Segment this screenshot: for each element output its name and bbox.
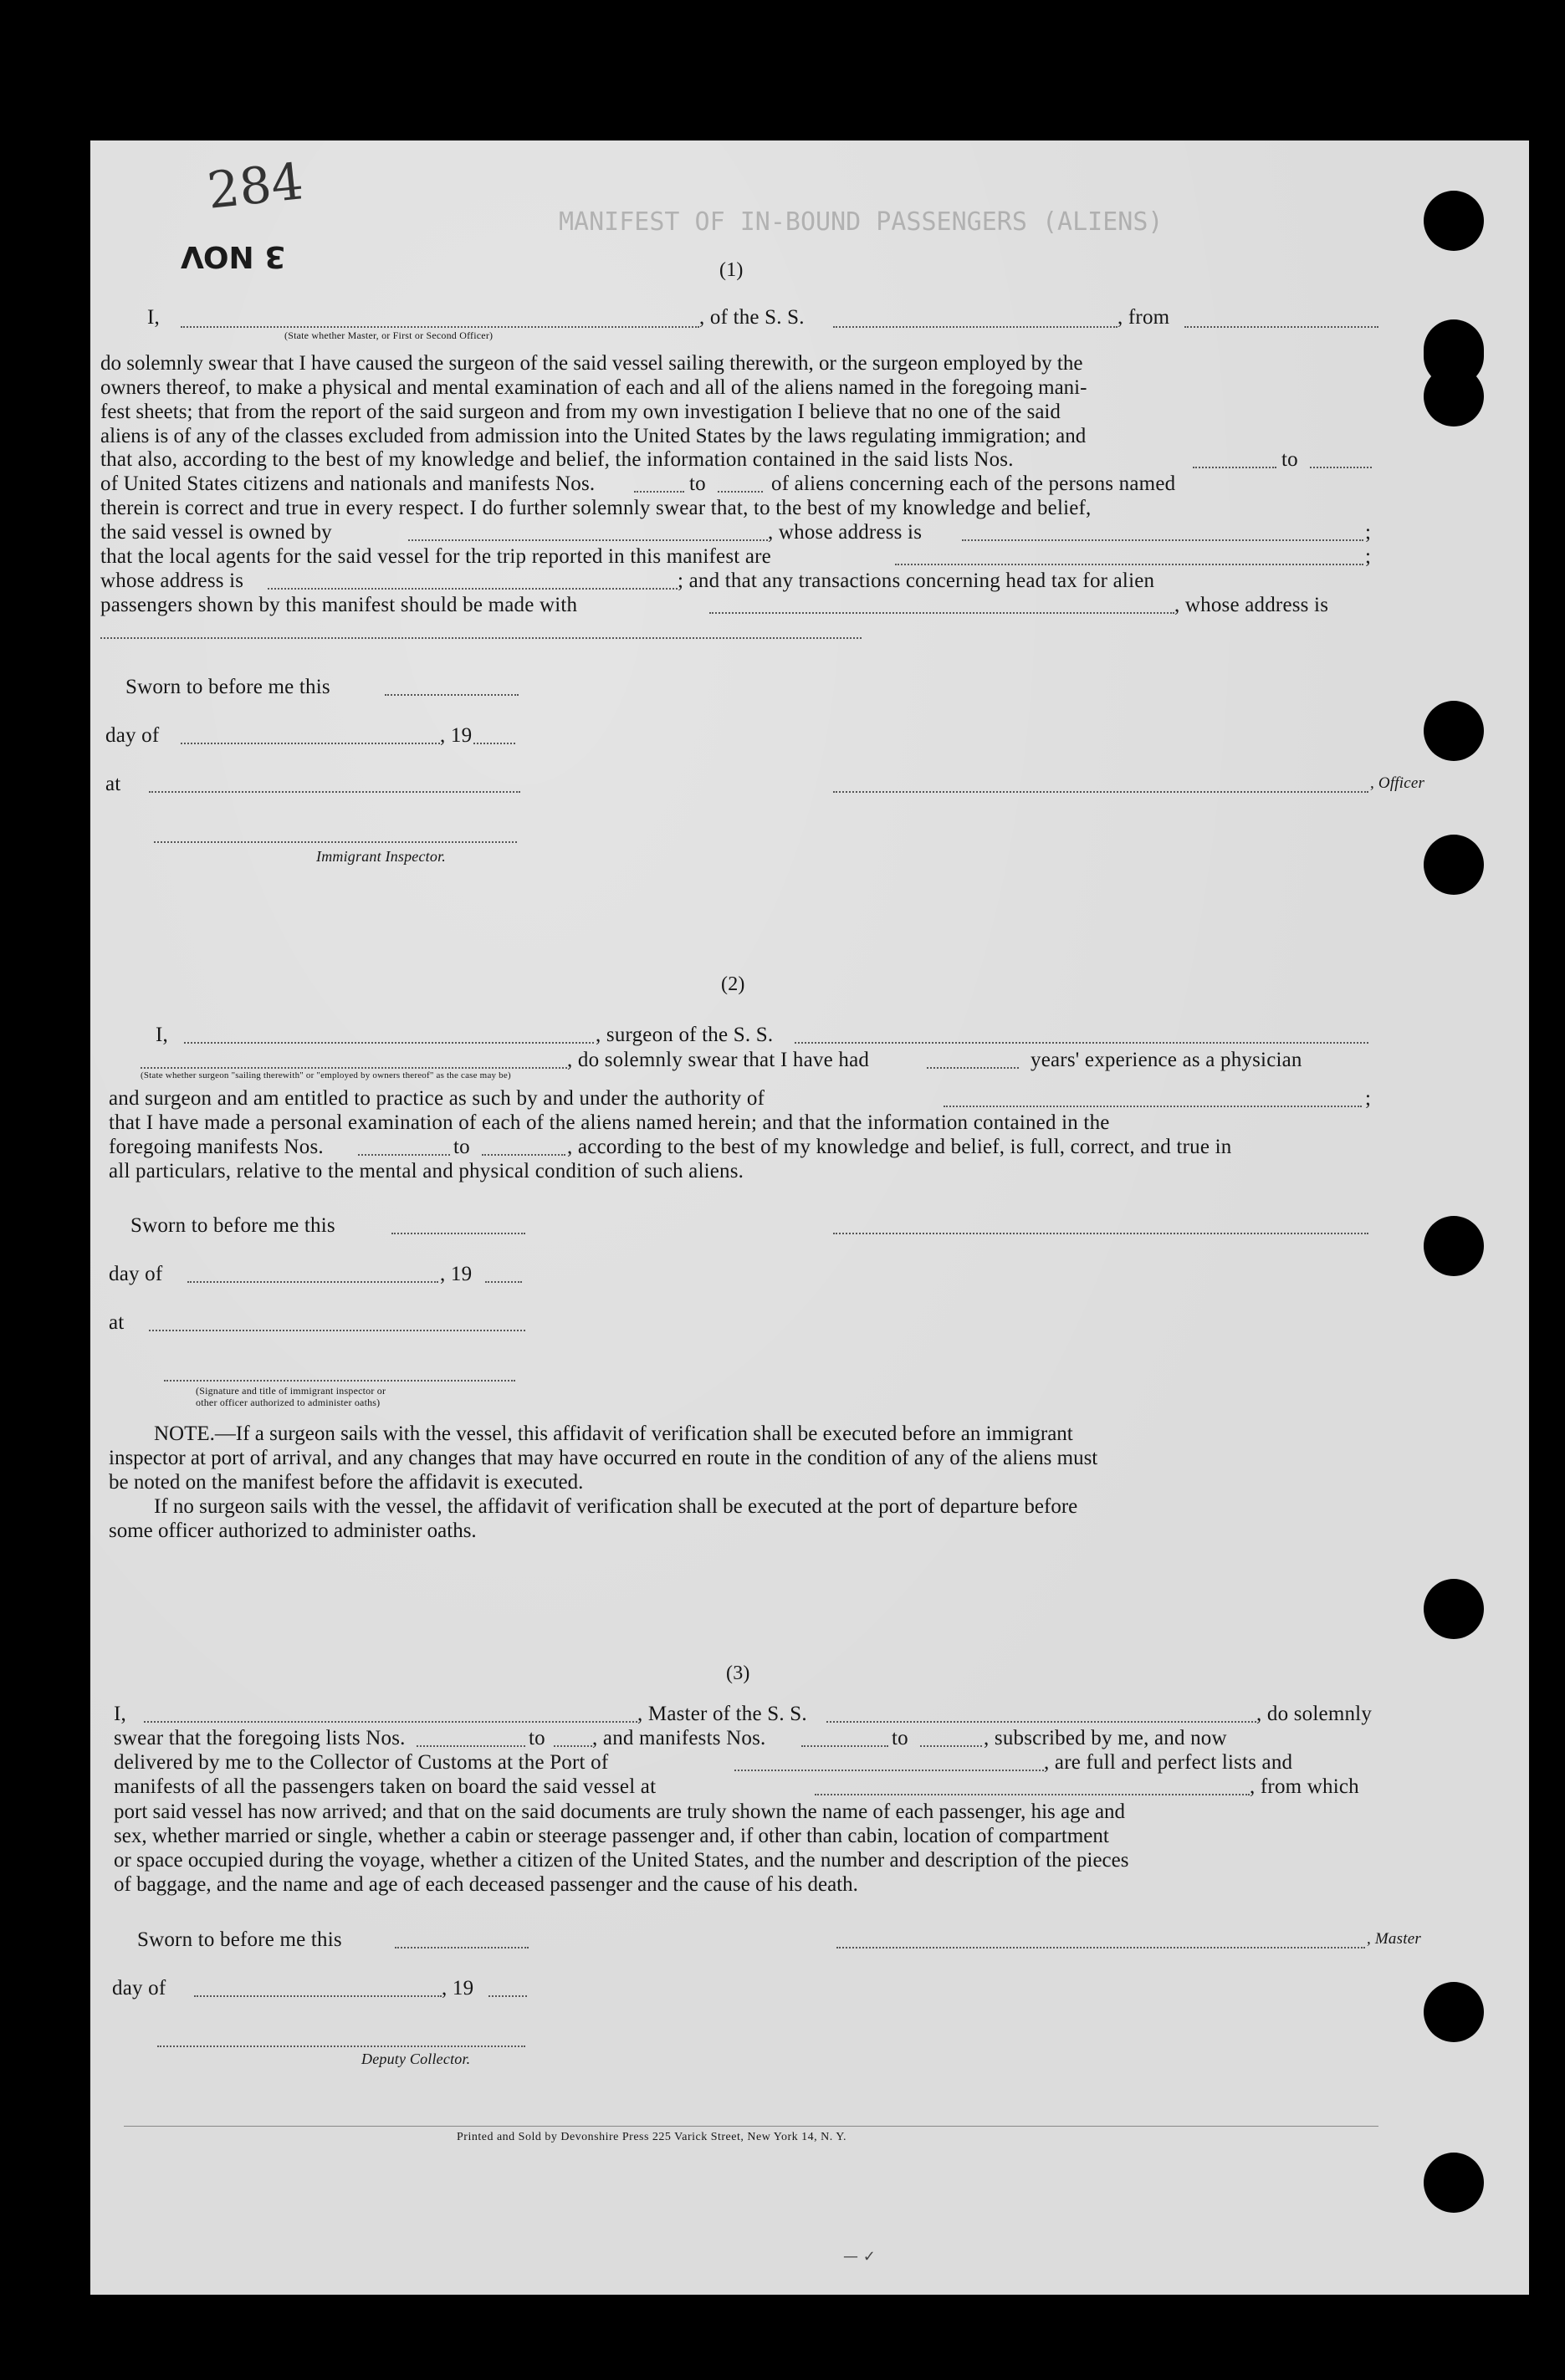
section2-vessel-field[interactable] [795, 1042, 1368, 1044]
section2-signature-caption-2: other officer authorized to administer oaths) [196, 1397, 381, 1408]
section1-oath-text: do solemnly swear that I have caused the surgeon of the said vessel sailing therewith, or the surgeon employed by the owners thereof, to make a physical and mental examination of each and all of the aliens named in the foregoing mani- fest sheets; that from the report of the said surgeon and from my own investigation I believe that no one of the said aliens is of any of the classes excluded from admission into the United States by the laws regulating immigration; and [100, 352, 1087, 447]
section1-from: , from [1117, 306, 1170, 329]
section3-oath-text: port said vessel has now arrived; and that on the said documents are truly shown the name of each passenger, his age and sex, whether married or single, whether a cabin or steerage passenger and, if other than cabin, location of compartment or space occupied during the voyage, whether a citizen of the United States, and the number and description of the pieces of baggage, and the name and age of each deceased passenger and the cause of his death. [114, 1800, 1129, 1896]
section1-head-tax-field[interactable] [709, 612, 1174, 614]
section3-day-field[interactable] [194, 1995, 442, 1997]
section1-semicolon-2: ; [1365, 545, 1372, 568]
section3-i: I, [114, 1703, 126, 1725]
section3-year: , 19 [442, 1977, 474, 2000]
section3-taken-line: manifests of all the passengers taken on board the said vessel at [114, 1775, 657, 1798]
section2-surgeon-of: , surgeon of the S. S. [596, 1024, 774, 1046]
section1-lists-line: that also, according to the best of my knowledge and belief, the information contained in the said lists Nos. [100, 448, 1014, 471]
section2-day-field[interactable] [187, 1281, 438, 1283]
section1-correct-line: therein is correct and true in every respect. I do further solemnly swear that, to the best of my knowledge and belief, [100, 497, 1092, 519]
section1-inspector-label: Immigrant Inspector. [316, 848, 446, 865]
section3-master-signature-field[interactable] [836, 1947, 1365, 1948]
binder-hole [1424, 835, 1484, 895]
section3-manifests-from-field[interactable] [801, 1745, 888, 1747]
section2-authority-line: and surgeon and am entitled to practice as such by and under the authority of [109, 1087, 765, 1110]
section3-deputy-signature-field[interactable] [157, 2045, 525, 2047]
section1-number: (1) [719, 259, 744, 281]
section3-taken-field[interactable] [815, 1794, 1250, 1795]
section2-solemnly: , do solemnly swear that I have had [567, 1049, 870, 1071]
section2-inspector-signature-field[interactable] [833, 1233, 1368, 1234]
manifest-page [90, 140, 1529, 2295]
section3-do-solemnly: , do solemnly [1256, 1703, 1373, 1725]
section1-passengers-line: passengers shown by this manifest should be made with [100, 594, 578, 616]
section1-year-field[interactable] [473, 743, 515, 744]
section3-sworn: Sworn to before me this [137, 1928, 342, 1951]
section2-at: at [109, 1311, 125, 1334]
section3-to-2: to [892, 1727, 908, 1749]
section3-master-field[interactable] [144, 1721, 637, 1723]
section1-lists-to: to [1281, 448, 1298, 471]
section1-owner-address-label: , whose address is [768, 521, 923, 544]
section1-of-ss: , of the S. S. [699, 306, 805, 329]
section3-lists-to-field[interactable] [554, 1745, 592, 1747]
section2-manifests-to-field[interactable] [482, 1154, 565, 1156]
section2-years: years' experience as a physician [1031, 1049, 1302, 1071]
section2-according: , according to the best of my knowledge and belief, is full, correct, and true in [567, 1136, 1232, 1158]
section1-agent-address-label: whose address is [100, 569, 244, 592]
section1-vessel-field[interactable] [833, 326, 1117, 328]
section1-owned-line: the said vessel is owned by [100, 521, 332, 544]
section2-day-of: day of [109, 1263, 163, 1285]
section1-manifests-to-field[interactable] [718, 491, 763, 493]
section1-officer-label: , Officer [1370, 774, 1425, 792]
section2-year: , 19 [440, 1263, 473, 1285]
binder-hole [1424, 1579, 1484, 1639]
section3-vessel-field[interactable] [826, 1721, 1256, 1723]
section3-subscribed: , subscribed by me, and now [984, 1727, 1227, 1749]
section3-day-of: day of [112, 1977, 166, 2000]
footer-divider [124, 2126, 1378, 2127]
section1-of-aliens: of aliens concerning each of the persons named [771, 472, 1176, 495]
reverse-bleed-through: MANIFEST OF IN-BOUND PASSENGERS (ALIENS) [559, 207, 1164, 237]
section1-head-tax-address-label: , whose address is [1174, 594, 1329, 616]
section2-particulars-line: all particulars, relative to the mental and physical condition of such aliens. [109, 1160, 744, 1182]
section2-officer-signature-field[interactable] [164, 1380, 515, 1382]
section2-signature-caption-1: (Signature and title of immigrant inspector or [196, 1385, 386, 1397]
section1-officer-field[interactable] [181, 326, 699, 328]
section1-semicolon-1: ; [1365, 521, 1372, 544]
handwritten-mark: — ✓ [843, 2248, 876, 2265]
section1-i: I, [147, 306, 160, 329]
section3-manifests-to-field[interactable] [920, 1745, 982, 1747]
section3-from-which: , from which [1250, 1775, 1359, 1798]
section2-sworn: Sworn to before me this [130, 1214, 335, 1237]
section1-head-tax-address-field[interactable] [100, 637, 862, 639]
section1-lists-to-field[interactable] [1310, 467, 1372, 468]
section1-day-of: day of [105, 724, 160, 747]
section3-deputy-label: Deputy Collector. [361, 2051, 471, 2067]
section3-sworn-field[interactable] [395, 1947, 529, 1948]
handwritten-page-number: 284 [204, 152, 306, 221]
section3-lists-from-field[interactable] [417, 1745, 525, 1747]
section1-sworn: Sworn to before me this [125, 676, 330, 698]
binder-hole [1424, 366, 1484, 426]
section1-head-tax: ; and that any transactions concerning head tax for alien [678, 569, 1155, 592]
section2-examination-line: that I have made a personal examination of each of the aliens named herein; and that the information contained in the [109, 1111, 1110, 1134]
section2-sworn-field[interactable] [391, 1233, 525, 1234]
section1-at: at [105, 773, 121, 795]
section1-manifests-from-field[interactable] [634, 491, 684, 493]
printer-footer: Printed and Sold by Devonshire Press 225 Varick Street, New York 14, N. Y. [457, 2131, 847, 2143]
section1-officer-signature-field[interactable] [833, 791, 1368, 793]
section2-capacity-caption: (State whether surgeon "sailing therewith" or "employed by owners thereof" as the case may be) [141, 1070, 511, 1080]
section3-to-1: to [529, 1727, 545, 1749]
section2-years-field[interactable] [927, 1067, 1019, 1069]
binder-hole [1424, 191, 1484, 251]
date-stamp: 3 NOV [181, 239, 286, 273]
binder-hole [1424, 1216, 1484, 1276]
section1-manifests-line: of United States citizens and nationals and manifests Nos. [100, 472, 596, 495]
section3-full-perfect: , are full and perfect lists and [1044, 1751, 1293, 1774]
section3-master-label: , Master [1367, 1930, 1421, 1948]
section2-to: to [453, 1136, 470, 1158]
section1-manifests-to: to [689, 472, 706, 495]
binder-hole [1424, 701, 1484, 761]
section1-agent-address-field[interactable] [268, 588, 678, 590]
section1-from-field[interactable] [1184, 326, 1378, 328]
section1-at-field[interactable] [149, 791, 520, 793]
section3-year-field[interactable] [488, 1995, 527, 1997]
section3-port-field[interactable] [734, 1770, 1044, 1771]
section3-master-of: , Master of the S. S. [637, 1703, 807, 1725]
section1-year: , 19 [440, 724, 473, 747]
section2-authority-field[interactable] [944, 1106, 1362, 1107]
section1-owner-field[interactable] [408, 539, 768, 541]
section1-officer-caption: (State whether Master, or First or Second Officer) [284, 329, 494, 341]
section2-manifests-from-field[interactable] [358, 1154, 450, 1156]
section1-agents-line: that the local agents for the said vessel for the trip reported in this manifest are [100, 545, 771, 568]
section2-semicolon: ; [1365, 1087, 1372, 1110]
section2-surgeon-field[interactable] [184, 1042, 594, 1044]
section2-at-field[interactable] [149, 1330, 525, 1331]
section1-day-field[interactable] [181, 743, 440, 744]
section1-agents-field[interactable] [895, 564, 1363, 565]
section2-i: I, [156, 1024, 168, 1046]
binder-hole [1424, 2153, 1484, 2213]
section1-lists-from-field[interactable] [1193, 467, 1276, 468]
section2-number: (2) [721, 973, 745, 995]
section1-owner-address-field[interactable] [962, 539, 1363, 541]
section3-number: (3) [726, 1662, 750, 1684]
section3-lists-line: swear that the foregoing lists Nos. [114, 1727, 406, 1749]
section1-sworn-field[interactable] [385, 694, 519, 696]
section2-capacity-field[interactable] [141, 1067, 567, 1069]
section2-manifests-line: foregoing manifests Nos. [109, 1136, 324, 1158]
section2-year-field[interactable] [485, 1281, 522, 1283]
section1-inspector-signature-field[interactable] [154, 841, 517, 843]
section3-port-line: delivered by me to the Collector of Customs at the Port of [114, 1751, 609, 1774]
section2-note: NOTE.—If a surgeon sails with the vessel, this affidavit of verification shall be executed before an immigrant inspector at port of arrival, and any changes that may have occurred en route in the condition of any of the aliens must be noted on the manifest before the affidavit is executed. If no surgeon sails with the vessel, the affidavit of verification shall be executed at the port of departure before some officer authorized to administer oaths. [109, 1422, 1098, 1542]
section3-and-manifests: , and manifests Nos. [592, 1727, 766, 1749]
binder-hole [1424, 1982, 1484, 2042]
